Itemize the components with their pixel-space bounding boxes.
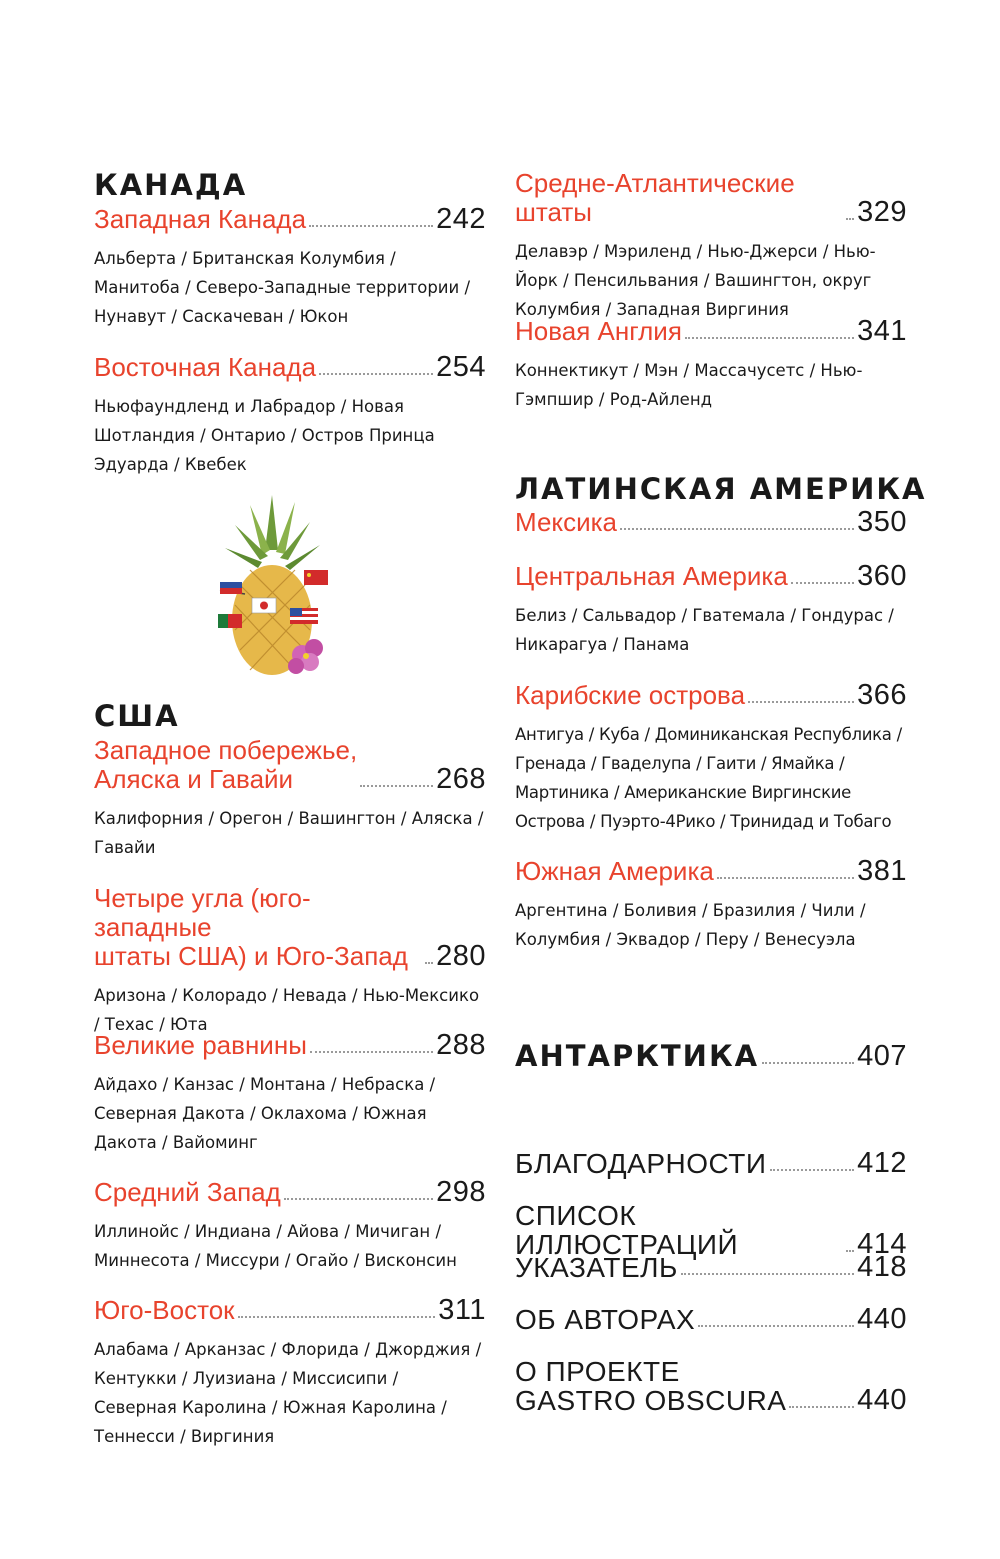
leader-dots <box>846 1250 854 1252</box>
page-number: 412 <box>857 1147 907 1179</box>
page-number: 440 <box>857 1303 907 1335</box>
entry-title: Новая Англия <box>515 316 682 346</box>
page-number: 268 <box>436 763 486 795</box>
page-number: 381 <box>857 855 907 887</box>
leader-dots <box>284 1198 433 1200</box>
entry-title: УКАЗАТЕЛЬ <box>515 1252 678 1283</box>
entry-title: О ПРОЕКТЕ GASTRO OBSCURA <box>515 1356 787 1416</box>
entry-title: БЛАГОДАРНОСТИ <box>515 1148 767 1179</box>
entry-subregions: Антигуа / Куба / Доминиканская Республика / Гренада / Гваделупа / Гаити / Ямайка / Мартиника / Американские Виргинские Острова / Пуэрто-4Рико / Тринидад и Тобаго <box>515 725 902 831</box>
toc-entry-western-canada[interactable] <box>94 205 486 331</box>
leader-dots <box>685 337 854 339</box>
leader-dots <box>319 373 433 375</box>
entry-title: Юго-Восток <box>94 1295 235 1325</box>
toc-entry-central-america[interactable] <box>515 562 907 659</box>
leader-dots <box>791 582 854 584</box>
page-number: 418 <box>857 1251 907 1283</box>
entry-title: Четыре угла (юго-западные штаты США) и Юго-Запад <box>94 883 408 971</box>
leader-dots <box>762 1062 854 1064</box>
toc-entry-acknowledgements[interactable] <box>515 1149 907 1178</box>
leader-dots <box>309 225 433 227</box>
toc-entry-illustrations-list[interactable] <box>515 1201 907 1259</box>
toc-entry-south-america[interactable] <box>515 857 907 954</box>
section-heading-latin-america: ЛАТИНСКАЯ АМЕРИКА <box>515 472 927 506</box>
leader-dots <box>748 701 854 703</box>
toc-entry-antarctica[interactable] <box>515 1039 907 1073</box>
entry-title: Мексика <box>515 507 618 537</box>
page-number: 360 <box>857 560 907 592</box>
entry-subregions: Ньюфаундленд и Лабрадор / Новая Шотландия / Онтарио / Остров Принца Эдуарда / Квебек <box>94 397 435 474</box>
page-number: 341 <box>857 315 907 347</box>
leader-dots <box>846 218 854 220</box>
toc-entry-about-authors[interactable] <box>515 1305 907 1334</box>
leader-dots <box>425 962 433 964</box>
section-heading-canada: КАНАДА <box>94 168 248 202</box>
leader-dots <box>681 1273 854 1275</box>
section-heading-usa: США <box>94 699 180 733</box>
page-number: 350 <box>857 506 907 538</box>
entry-subregions: Коннектикут / Мэн / Массачусетс / Нью-Гэмпшир / Род-Айленд <box>515 361 863 409</box>
toc-entry-index[interactable] <box>515 1253 907 1282</box>
page-number: 288 <box>436 1029 486 1061</box>
page-number: 366 <box>857 679 907 711</box>
entry-title: Средний Запад <box>94 1177 281 1207</box>
entry-title: Великие равнины <box>94 1030 307 1060</box>
entry-subregions: Белиз / Сальвадор / Гватемала / Гондурас / Никарагуа / Панама <box>515 606 894 654</box>
pineapple-with-flags-icon <box>210 490 335 690</box>
leader-dots <box>360 785 433 787</box>
entry-subregions: Алабама / Арканзас / Флорида / Джорджия / Кентукки / Луизиана / Миссисипи / Северная Каролина / Южная Каролина / Теннесси / Виргиния <box>94 1340 482 1446</box>
leader-dots <box>698 1325 854 1327</box>
leader-dots <box>310 1051 433 1053</box>
leader-dots <box>238 1316 436 1318</box>
toc-entry-new-england[interactable] <box>515 317 907 414</box>
page-number: 280 <box>436 940 486 972</box>
leader-dots <box>620 528 854 530</box>
entry-subregions: Аризона / Колорадо / Невада / Нью-Мексико / Техас / Юта <box>94 986 480 1034</box>
leader-dots <box>789 1406 854 1408</box>
toc-entry-caribbean[interactable] <box>515 681 907 836</box>
page-number: 329 <box>857 196 907 228</box>
entry-title: Южная Америка <box>515 856 714 886</box>
entry-subregions: Аргентина / Боливия / Бразилия / Чили / Колумбия / Эквадор / Перу / Венесуэла <box>515 901 866 949</box>
entry-title: Карибские острова <box>515 680 746 710</box>
entry-title: СПИСОК ИЛЛЮСТРАЦИЙ <box>515 1200 739 1260</box>
entry-title: Центральная Америка <box>515 561 788 591</box>
leader-dots <box>770 1169 855 1171</box>
entry-title: ОБ АВТОРАХ <box>515 1304 696 1335</box>
toc-entry-about-project[interactable] <box>515 1357 907 1415</box>
entry-subregions: Айдахо / Канзас / Монтана / Небраска / Северная Дакота / Оклахома / Южная Дакота / Вайоминг <box>94 1075 436 1152</box>
toc-entry-midwest[interactable] <box>94 1178 486 1275</box>
entry-title: Средне-Атлантические штаты <box>515 168 795 227</box>
page-number: 298 <box>436 1176 486 1208</box>
toc-entry-eastern-canada[interactable] <box>94 353 486 479</box>
leader-dots <box>717 877 854 879</box>
entry-subregions: Делавэр / Мэриленд / Нью-Джерси / Нью-Йорк / Пенсильвания / Вашингтон, округ Колумбия / Западная Виргиния <box>515 242 876 319</box>
page-number: 254 <box>436 351 486 383</box>
page-number: 440 <box>857 1384 907 1416</box>
toc-entry-mid-atlantic[interactable] <box>515 169 907 324</box>
page-number: 242 <box>436 203 486 235</box>
page-number: 414 <box>857 1228 907 1260</box>
entry-title: Западная Канада <box>94 204 307 234</box>
page-number: 407 <box>857 1040 907 1072</box>
toc-entry-southeast[interactable] <box>94 1296 486 1451</box>
toc-entry-great-plains[interactable] <box>94 1031 486 1157</box>
entry-title: Западное побережье, Аляска и Гавайи <box>94 735 358 794</box>
page-number: 311 <box>438 1294 486 1326</box>
entry-subregions: Калифорния / Орегон / Вашингтон / Аляска / Гавайи <box>94 809 484 857</box>
entry-title: Восточная Канада <box>94 352 317 382</box>
toc-entry-mexico[interactable] <box>515 508 907 537</box>
entry-subregions: Альберта / Британская Колумбия / Манитоба / Северо-Западные территории / Нунавут / Саскачеван / Юкон <box>94 249 471 326</box>
toc-entry-four-corners[interactable] <box>94 884 486 1039</box>
toc-entry-west-coast[interactable] <box>94 736 486 862</box>
entry-title: АНТАРКТИКА <box>515 1039 760 1073</box>
entry-subregions: Иллинойс / Индиана / Айова / Мичиган / Миннесота / Миссури / Огайо / Висконсин <box>94 1222 457 1270</box>
